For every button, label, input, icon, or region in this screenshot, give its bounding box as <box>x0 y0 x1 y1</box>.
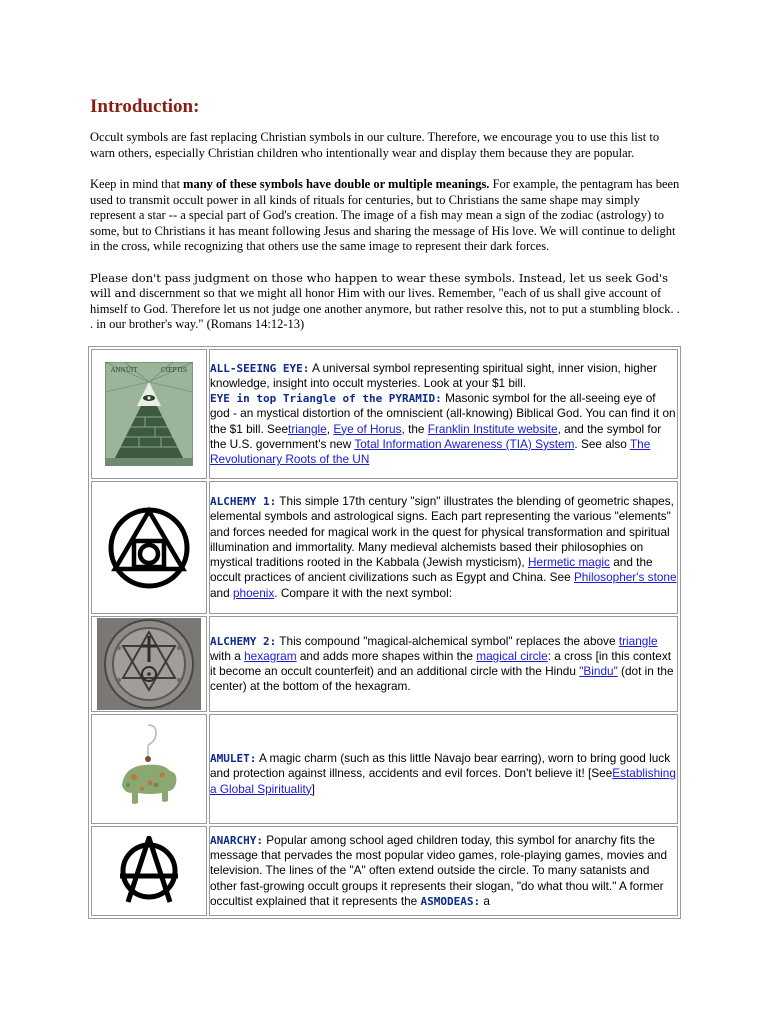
separator: , the <box>401 421 428 436</box>
entry-text: (dot in the center) at the bottom of the hexagram. <box>210 664 674 694</box>
phoenix-link[interactable]: phoenix <box>232 585 275 600</box>
separator: , <box>326 421 334 436</box>
entry-title: ALCHEMY 1: <box>210 495 277 509</box>
entry-text: , and the symbol for the U.S. government's new <box>210 421 662 451</box>
entry-text: Masonic symbol for the all-seeing eye of god - an mystical distortion of the omniscient (all-knowing) Biblical God. You can find it on the $1 bill. See <box>210 391 676 436</box>
franklin-institute-link[interactable]: Franklin Institute website <box>427 421 558 436</box>
entry-text-cell <box>209 349 678 479</box>
intro-section <box>90 96 680 333</box>
entry-text: a <box>480 893 490 908</box>
entry-text: and the occult practices of ancient civilizations such as Egypt and China. See <box>210 555 653 585</box>
table-row <box>91 481 678 614</box>
entry-subtitle: EYE in top Triangle of the PYRAMID: <box>210 392 442 406</box>
hexagram-link[interactable]: hexagram <box>244 648 297 663</box>
symbols-table <box>88 346 681 919</box>
p3-text: discernment so that we might all honor Him with our lives. Remember, "each of us shall give account of himself to God. Therefore let us not judge one another anymore, but rather resolve this, not to put a stumbling block. . . in our brother's way." (Romans 14:12-13) <box>90 286 680 331</box>
entry-text-cell <box>209 616 678 712</box>
p2-text-a: Keep in mind that <box>90 177 184 191</box>
entry-text: and adds more shapes within the <box>296 648 477 663</box>
entry-text: A universal symbol representing spiritual sight, inner vision, higher knowledge, insight into occult mysteries. Look at your $1 bill. <box>210 360 657 390</box>
image-cell <box>91 714 207 824</box>
entry-text: A magic charm (such as this little Navajo bear earring), worn to bring good luck and protection against illness, accidents and evil forces. Don't believe it! [See <box>210 751 671 781</box>
entry-inline-title: ASMODEAS: <box>420 894 481 908</box>
image-cell <box>91 349 207 479</box>
bindu-link[interactable]: "Bindu" <box>579 664 618 678</box>
intro-paragraph-1: Occult symbols are fast replacing Christian symbols in our culture. Therefore, we encourage you to use this list to warn others, especially Christian children who intentionally wear and display them because they are popular. <box>90 130 660 160</box>
entry-text: Popular among school aged children today, this symbol for anarchy fits the message that pervades the most popular video games, role-playing games, movies and television. The lines of the "A" often extend outside the circle. To many satanists and other fast-growing occult groups it represents their slogan, "do what thou wilt." A former occultist explained that it represents the <box>210 832 668 908</box>
page-heading: Introduction: <box>90 96 200 117</box>
table-row <box>91 616 678 712</box>
entry-text: . Compare it with the next symbol: <box>274 585 452 600</box>
entry-text: This simple 17th century "sign" illustrates the blending of geometric shapes, elemental symbols and astrological signs. Each part representing the various "elements" and forces needed for magical work in the quest for physical transformation and spiritual illumination and immortality. Many medieval alchemists based their philosophies on mystical traditions rooted in the Kabbala (Jewish mysticism), <box>210 494 674 570</box>
image-cell <box>91 481 207 614</box>
hermetic-magic-link[interactable]: Hermetic magic <box>527 555 610 570</box>
svg-text:CŒPTIS: CŒPTIS <box>161 367 187 374</box>
entry-text: with a <box>210 648 245 663</box>
entry-text: This compound "magical-alchemical symbol" replaces the above <box>276 633 619 648</box>
entry-text: : a cross [in this context it become an occult counterfeit) and an additional circle with the Hindu <box>210 648 671 678</box>
bear-earring-image <box>114 719 184 819</box>
triangle-link[interactable]: triangle <box>618 633 658 648</box>
entry-text: ] <box>311 781 315 796</box>
alchemy-medallion-image <box>97 618 201 710</box>
entry-title: ALCHEMY 2: <box>210 634 277 648</box>
p2-text-b: For example, the pentagram has been used to transmit occult power in all kinds of rituals for centuries, but to Christians the same shape may simply represent a star -- a special part of God's creation. The image of a fish may mean a sign of the zodiac (astrology) to some, but to Christians it has meant following Jesus and sharing the message of His love. We will continue to delight in the cross, while recognizing that others use the same image to represent their dark forces. <box>90 177 680 253</box>
global-spirituality-link[interactable]: Establishing a Global Spirituality <box>210 766 676 796</box>
entry-text: and <box>210 585 233 600</box>
p3-lead-text: Please don't pass judgment on those who happen to wear these symbols. Instead, let us seek God's will and <box>90 270 669 300</box>
svg-text:ANNŪIT: ANNŪIT <box>111 367 138 374</box>
entry-text-cell <box>209 714 678 824</box>
intro-paragraph-2 <box>90 177 680 255</box>
table-row <box>91 826 678 916</box>
entry-title: ANARCHY: <box>210 833 263 847</box>
image-cell <box>91 826 207 916</box>
triangle-link[interactable]: triangle <box>288 421 327 436</box>
entry-title: ALL-SEEING EYE: <box>210 361 310 375</box>
p2-bold-text: many of these symbols have double or multiple meanings. <box>183 177 490 191</box>
entry-text-cell <box>209 826 678 916</box>
eye-of-horus-link[interactable]: Eye of Horus <box>333 421 402 436</box>
alchemy-symbol-image <box>105 503 193 593</box>
tia-system-link[interactable]: Total Information Awareness (TIA) System <box>354 436 575 451</box>
pyramid-eye-image <box>105 362 193 466</box>
table-row <box>91 349 678 479</box>
table-row <box>91 714 678 824</box>
magical-circle-link[interactable]: magical circle <box>476 648 548 663</box>
intro-paragraph-3 <box>90 271 680 333</box>
image-cell <box>91 616 207 712</box>
entry-text: . See also <box>574 436 630 451</box>
revolutionary-roots-link[interactable]: The Revolutionary Roots of the UN <box>210 436 651 466</box>
anarchy-symbol-image <box>114 836 184 906</box>
entry-text-cell <box>209 481 678 614</box>
philosophers-stone-link[interactable]: Philosopher's stone <box>573 570 677 585</box>
entry-title: AMULET: <box>210 752 257 766</box>
